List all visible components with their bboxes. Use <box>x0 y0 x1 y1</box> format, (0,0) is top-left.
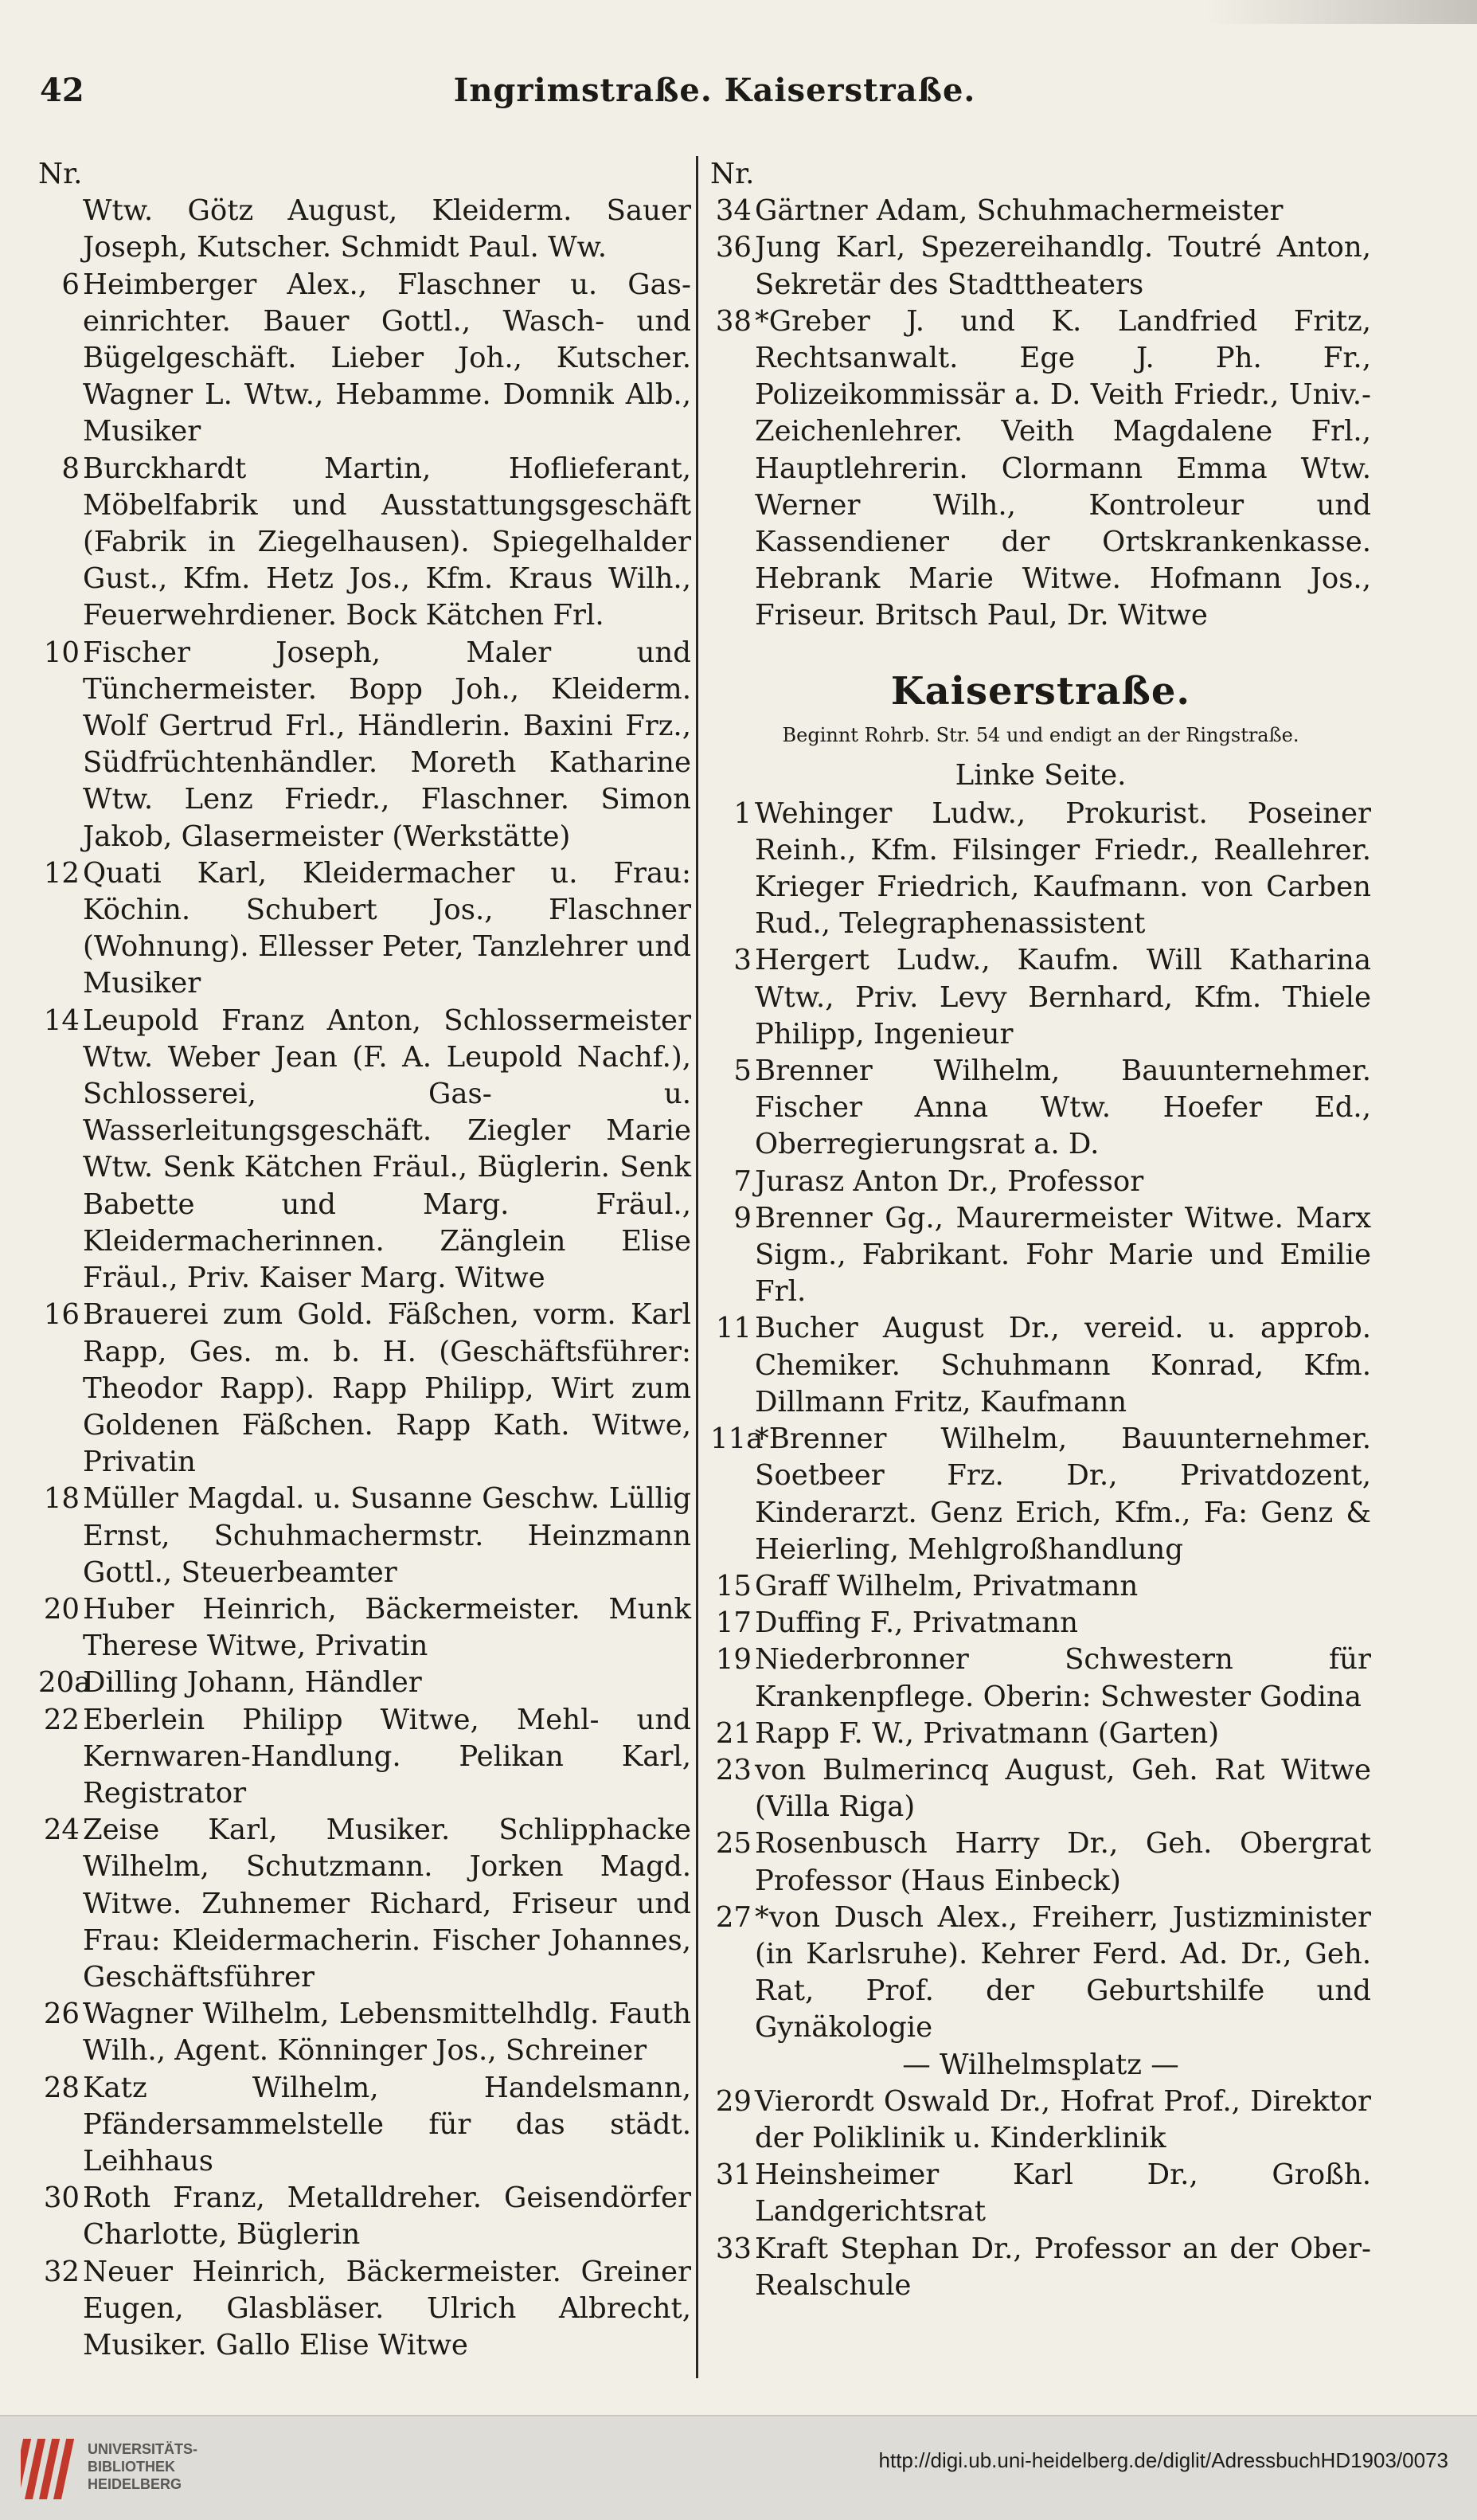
address-entry <box>710 1053 1371 1164</box>
house-number: 18 <box>43 1482 80 1516</box>
address-entry <box>710 193 1371 229</box>
address-entry <box>38 1297 691 1481</box>
resident-list: Jurasz Anton Dr., Professor <box>755 1164 1144 1198</box>
house-number: 14 <box>43 1004 80 1037</box>
continued-entry: Wtw. Götz August, Kleiderm. Sauer Joseph, Kutscher. Schmidt Paul. Ww. <box>83 194 691 264</box>
address-entry <box>710 1421 1371 1568</box>
address-entry <box>710 1900 1371 2047</box>
address-entry <box>38 2070 691 2181</box>
resident-list: Kraft Stephan Dr., Professor an der Ober-Realschule <box>755 2232 1371 2302</box>
address-entry <box>38 267 691 451</box>
footer-bar <box>0 2415 1477 2520</box>
resident-list: Wagner Wilhelm, Lebensmittelhdlg. Fauth Wilh., Agent. Könninger Jos., Schreiner <box>83 1998 691 2068</box>
nr-label: Nr. <box>38 158 83 190</box>
column-divider <box>696 156 698 2378</box>
resident-list: Heinsheimer Karl Dr., Großh. Landgerichtsrat <box>755 2158 1371 2228</box>
address-entry <box>710 1642 1371 1715</box>
house-number: 28 <box>43 2071 80 2104</box>
resident-list: *Brenner Wilhelm, Bauunternehmer. Soetbeer Frz. Dr., Privatdozent, Kinderarzt. Genz Erich, Kfm., Fa: Genz & Heierling, Mehlgroßhandlung <box>755 1422 1371 1566</box>
address-entry <box>710 229 1371 303</box>
running-head: Ingrimstraße. Kaiserstraße. <box>453 72 976 109</box>
house-number: 31 <box>715 2158 752 2192</box>
house-number: 30 <box>43 2182 80 2215</box>
entry-list <box>710 796 1371 2047</box>
house-number: 9 <box>733 1201 752 1235</box>
house-number: 11 <box>715 1312 752 1345</box>
resident-list: Brenner Gg., Maurermeister Witwe. Marx Sigm., Fabrikant. Fohr Marie und Emilie Frl. <box>755 1201 1371 1309</box>
entry-list <box>710 2084 1371 2304</box>
address-entry <box>38 1003 691 1297</box>
address-entry <box>710 1716 1371 1752</box>
house-number: 3 <box>733 944 752 977</box>
page-number: 42 <box>40 72 84 109</box>
resident-list: Jung Karl, Spezereihandlg. Toutré Anton, Sekretär des Stadttheaters <box>755 231 1371 301</box>
house-number: 19 <box>715 1643 752 1677</box>
house-number: 23 <box>715 1753 752 1786</box>
resident-list: Duffing F., Privatmann <box>755 1606 1078 1640</box>
resident-list: Burckhardt Martin, Hoflieferant, Möbelfabrik und Ausstattungsgeschäft (Fabrik in Ziegelhausen). Spiegelhalder Gust., Kfm. Hetz Jos., Kfm. Kraus Wilh., Feuerwehrdiener. Bock Kätchen Frl. <box>83 452 691 632</box>
resident-list: Brauerei zum Gold. Fäßchen, vorm. Karl Rapp, Ges. m. b. H. (Geschäftsführer: Theodor Rapp). Rapp Philipp, Wirt zum Goldenen Fäßchen. Rapp Kath. Witwe, Privatin <box>83 1298 691 1479</box>
scan-edge <box>1206 0 1477 24</box>
resident-list: von Bulmerincq August, Geh. Rat Witwe (Villa Riga) <box>755 1753 1371 1824</box>
address-entry <box>38 2180 691 2253</box>
house-number: 6 <box>61 268 80 301</box>
resident-list: Zeise Karl, Musiker. Schlipphacke Wilhelm, Schutzmann. Jorken Magd. Witwe. Zuhnemer Richard, Friseur und Frau: Kleidermacherin. Fischer Johannes, Geschäftsführer <box>83 1814 691 1994</box>
resident-list: Hergert Ludw., Kaufm. Will Katharina Wtw., Priv. Levy Bernhard, Kfm. Thiele Philipp, Ingenieur <box>755 944 1371 1051</box>
library-name-line: UNIVERSITÄTS- <box>88 2441 198 2457</box>
resident-list: Quati Karl, Kleidermacher u. Frau: Köchin. Schubert Jos., Flaschner (Wohnung). Ellesser Peter, Tanzlehrer und Musiker <box>83 856 691 1000</box>
resident-list: Wehinger Ludw., Prokurist. Poseiner Reinh., Kfm. Filsinger Friedr., Reallehrer. Krieger Friedrich, Kaufmann. von Carben Rud., Telegraphenassistent <box>755 796 1371 941</box>
address-entry <box>710 1310 1371 1421</box>
resident-list: Gärtner Adam, Schuhmachermeister <box>755 194 1284 228</box>
house-number: 12 <box>43 856 80 890</box>
resident-list: Graff Wilhelm, Privatmann <box>755 1569 1139 1602</box>
resident-list: Neuer Heinrich, Bäckermeister. Greiner Eugen, Glasbläser. Ulrich Albrecht, Musiker. Gallo Elise Witwe <box>83 2255 691 2362</box>
resident-list: Heimberger Alex., Flaschner u. Gas-einrichter. Bauer Gottl., Wasch- und Bügelgeschäft. Lieber Joh., Kutscher. Wagner L. Wtw., Hebamme. Domnik Alb., Musiker <box>83 268 691 448</box>
house-number: 36 <box>715 231 752 264</box>
resident-list: Vierordt Oswald Dr., Hofrat Prof., Direktor der Poliklinik u. Kinderklinik <box>755 2084 1371 2154</box>
house-number: 5 <box>733 1055 752 1088</box>
resident-list: Rapp F. W., Privatmann (Garten) <box>755 1716 1220 1750</box>
resident-list: Leupold Franz Anton, Schlossermeister Wtw. Weber Jean (F. A. Leupold Nachf.), Schlosserei, Gas- u. Wasserleitungsgeschäft. Ziegler Marie Wtw. Senk Kätchen Fräul., Büglerin. Senk Babette und Marg. Fräul., Kleidermacherinnen. Zänglein Elise Fräul., Priv. Kaiser Marg. Witwe <box>83 1004 691 1295</box>
house-number: 1 <box>733 796 752 830</box>
address-entry <box>38 1591 691 1665</box>
section-title: Kaiserstraße. <box>890 668 1191 714</box>
house-number: 20a <box>38 1666 92 1700</box>
house-number: 11a <box>710 1422 764 1456</box>
address-entry <box>710 1752 1371 1825</box>
address-entry <box>710 2157 1371 2230</box>
address-entry <box>710 1568 1371 1605</box>
resident-list: Niederbronner Schwestern für Krankenpflege. Oberin: Schwester Godina <box>755 1643 1371 1713</box>
address-entry <box>710 1200 1371 1311</box>
resident-list: *von Dusch Alex., Freiherr, Justizminister (in Karlsruhe). Kehrer Ferd. Ad. Dr., Geh. Rat, Prof. der Geburtshilfe und Gynäkologie <box>755 1900 1371 2045</box>
resident-list: Dilling Johann, Händler <box>83 1666 422 1700</box>
house-number: 32 <box>43 2255 80 2288</box>
resident-list: Rosenbusch Harry Dr., Geh. Obergrat Professor (Haus Einbeck) <box>755 1827 1371 1897</box>
address-entry <box>38 1702 691 1813</box>
address-entry <box>38 1481 691 1591</box>
house-number: 22 <box>43 1703 80 1736</box>
entry-list <box>38 267 691 2365</box>
source-url[interactable]: http://digi.ub.uni-heidelberg.de/diglit/AdressbuchHD1903/0073 <box>878 2448 1448 2472</box>
address-entry <box>38 2254 691 2365</box>
house-number: 26 <box>43 1998 80 2031</box>
house-number: 29 <box>715 2084 752 2118</box>
house-number: 8 <box>61 452 80 485</box>
address-entry <box>38 451 691 635</box>
address-entry <box>38 1812 691 1996</box>
house-number: 38 <box>715 304 752 338</box>
resident-list: Bucher August Dr., vereid. u. approb. Chemiker. Schuhmann Konrad, Kfm. Dillmann Fritz, Kaufmann <box>755 1312 1371 1418</box>
nr-label: Nr. <box>710 158 755 190</box>
house-number: 16 <box>43 1298 80 1332</box>
house-number: 10 <box>43 636 80 669</box>
house-number: 24 <box>43 1814 80 1847</box>
address-entry <box>710 796 1371 943</box>
resident-list: Fischer Joseph, Maler und Tünchermeister. Bopp Joh., Kleiderm. Wolf Gertrud Frl., Händlerin. Baxini Frz., Südfrüchtenhändler. Moreth Katharine Wtw. Lenz Friedr., Flaschner. Simon Jakob, Glasermeister (Werkstätte) <box>83 636 691 853</box>
place-marker: — Wilhelmsplatz — <box>902 2048 1179 2081</box>
page-header <box>32 64 1397 119</box>
house-number: 17 <box>715 1606 752 1640</box>
address-entry <box>710 1164 1371 1200</box>
house-number: 34 <box>715 194 752 228</box>
address-entry <box>710 2231 1371 2304</box>
library-name-line: HEIDELBERG <box>88 2476 182 2492</box>
address-entry <box>38 1665 691 1701</box>
resident-list: Huber Heinrich, Bäckermeister. Munk Therese Witwe, Privatin <box>83 1592 691 1663</box>
house-number: 27 <box>715 1900 752 1934</box>
address-entry <box>38 635 691 855</box>
left-column <box>38 156 691 2364</box>
right-column <box>710 156 1371 2304</box>
house-number: 15 <box>715 1569 752 1602</box>
address-entry <box>710 303 1371 635</box>
library-name-line: BIBLIOTHEK <box>88 2459 175 2475</box>
address-entry <box>710 942 1371 1053</box>
house-number: 25 <box>715 1827 752 1861</box>
resident-list: Katz Wilhelm, Handelsmann, Pfändersammelstelle für das städt. Leihhaus <box>83 2071 691 2178</box>
library-logo-icon <box>21 2436 76 2502</box>
address-entry <box>38 1996 691 2069</box>
resident-list: Brenner Wilhelm, Bauunternehmer. Fischer Anna Wtw. Hoefer Ed., Oberregierungsrat a. D. <box>755 1055 1371 1161</box>
entry-list <box>710 193 1371 634</box>
library-name <box>88 2440 197 2493</box>
section-subtitle: Beginnt Rohrb. Str. 54 und endigt an der Ringstraße. <box>782 723 1299 746</box>
resident-list: Eberlein Philipp Witwe, Mehl- und Kernwaren-Handlung. Pelikan Karl, Registrator <box>83 1703 691 1810</box>
address-entry <box>710 1825 1371 1899</box>
resident-list: Roth Franz, Metalldreher. Geisendörfer Charlotte, Büglerin <box>83 2182 691 2252</box>
address-entry <box>38 855 691 1003</box>
address-entry <box>710 1605 1371 1642</box>
side-heading: Linke Seite. <box>955 758 1127 792</box>
resident-list: Müller Magdal. u. Susanne Geschw. Lüllig Ernst, Schuhmachermstr. Heinzmann Gottl., Steuerbeamter <box>83 1482 691 1589</box>
house-number: 20 <box>43 1592 80 1626</box>
address-entry <box>710 2084 1371 2157</box>
resident-list: *Greber J. und K. Landfried Fritz, Rechtsanwalt. Ege J. Ph. Fr., Polizeikommissär a. D. Veith Friedr., Univ.-Zeichenlehrer. Veith Magdalene Frl., Hauptlehrerin. Clormann Emma Wtw. Werner Wilh., Kontroleur und Kassendiener der Ortskrankenkasse. Hebrank Marie Witwe. Hofmann Jos., Friseur. Britsch Paul, Dr. Witwe <box>755 304 1371 632</box>
house-number: 33 <box>715 2232 752 2265</box>
house-number: 7 <box>733 1164 752 1198</box>
house-number: 21 <box>715 1716 752 1750</box>
